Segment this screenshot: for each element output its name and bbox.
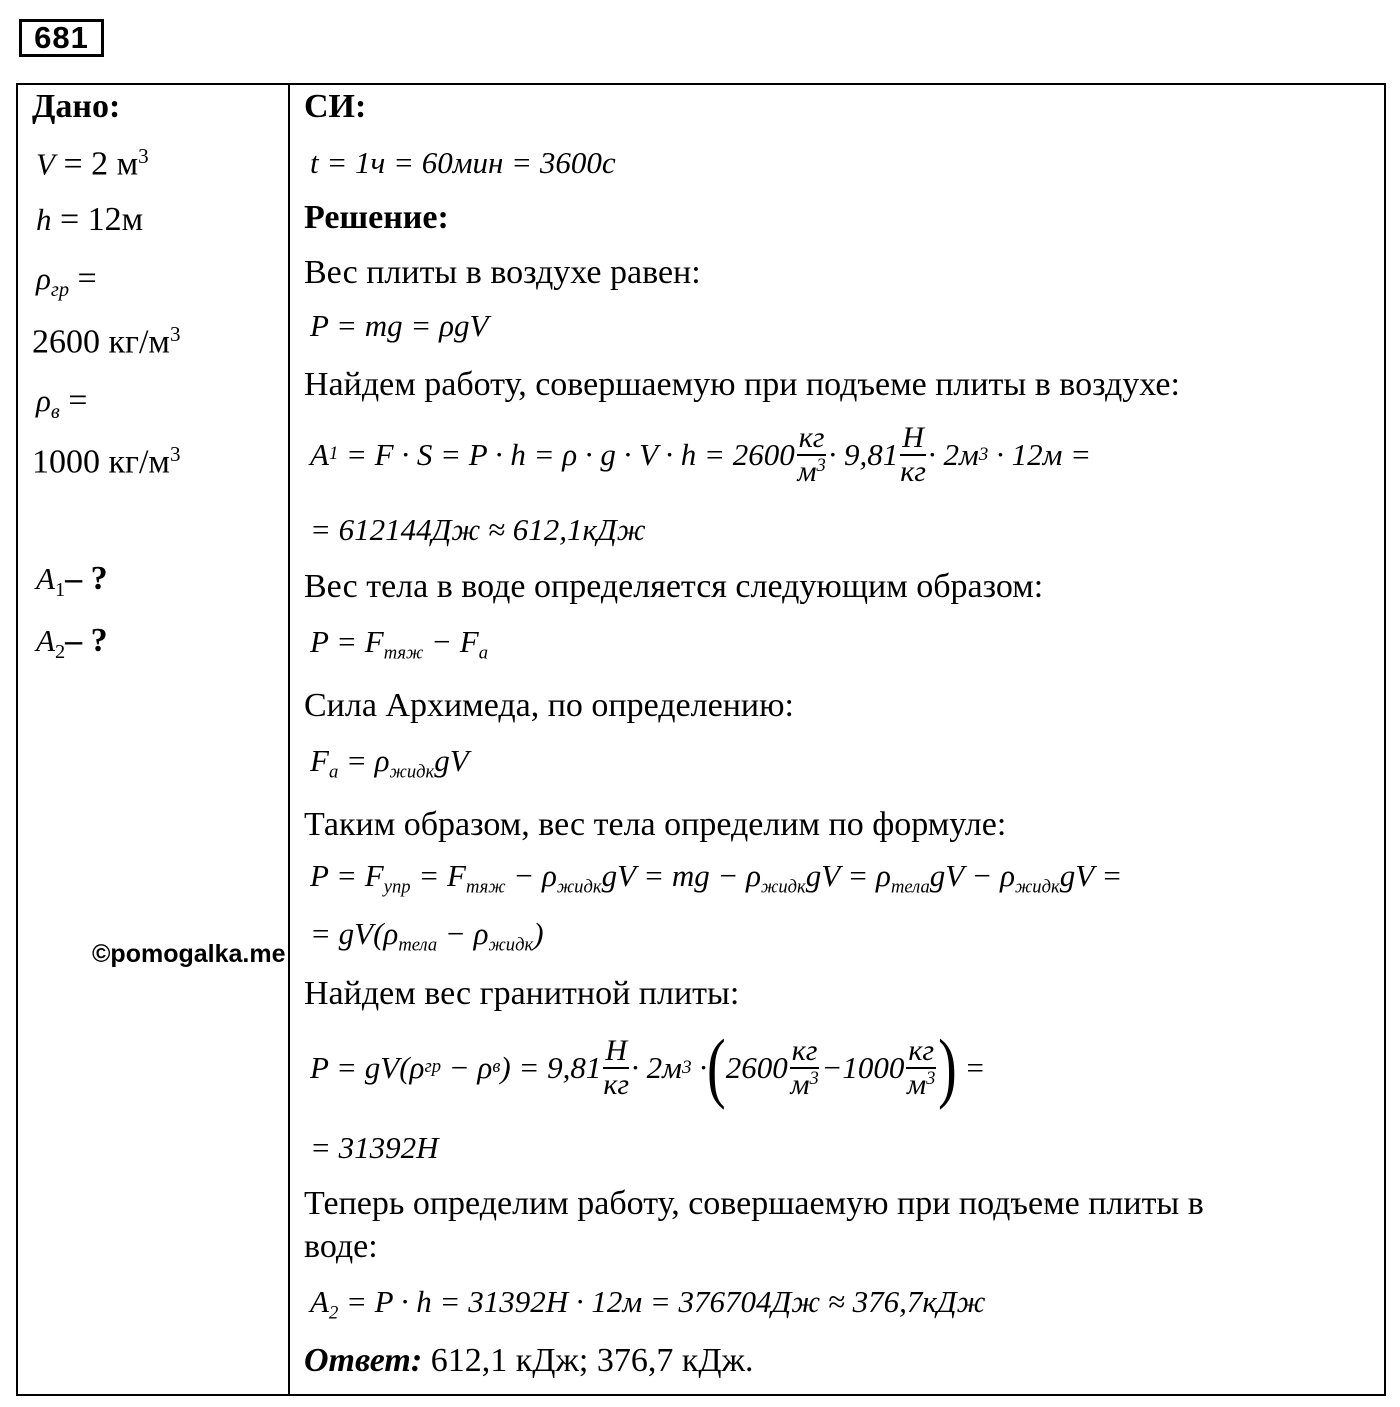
given-granite-density-value: 2600 $кг/м^3$ [32, 322, 181, 361]
formula-work-in-air: A 1 = F · S = P · h = ρ · g · V · h = 2600 $\frac{кг}{м^3}$ · 9,81 $\frac{Н}{кг}$ · 2м 3 · 12м = [310, 421, 1092, 488]
formula-weight-in-air: P = mg = ρgV [310, 308, 489, 343]
answer-label: Ответ: [304, 1342, 423, 1379]
given-height: h = 12м [36, 201, 144, 238]
text-weight-formula: Таким образом, вес тела определим по формуле: [304, 806, 1007, 843]
text-archimedes: Сила Архимеда, по определению: [304, 687, 794, 724]
formula-weight-expanded: $P = F_{упр} = F_{тяж} - \rho_{жидк}gV$ = mg − $\rho_{жидк}gV = \rho_{тела}gV - \rho_{жидк}gV$ = [310, 858, 1123, 898]
text-weight-in-water: Вес тела в воде определяется следующим образом: [304, 568, 1044, 605]
formula-archimedes: $F_a = \rho_{жидк}gV$ [310, 743, 469, 783]
formula-work-in-water: $A_2 = P \cdot h = 31392Н \cdot 12м = 376704Дж \approx 376,7кДж$ [310, 1284, 986, 1324]
si-time-conversion: t = 1ч = 60мин = 3600с [310, 145, 616, 180]
given-water-density-label: $\rho_в$ = [36, 382, 88, 424]
answer [304, 1344, 754, 1378]
formula-work-in-air-result: = 612144Дж ≈ 612,1кДж [310, 512, 646, 547]
unknown-a1: $A_1-$ ? [36, 560, 108, 602]
given-volume: V = 2 $м^3$ [36, 144, 149, 183]
unknown-a2: $A_2-$ ? [36, 622, 108, 664]
problem-number: 681 [19, 19, 104, 57]
text-weight-in-air: Вес плиты в воздухе равен: [304, 254, 701, 291]
formula-granite-weight: P = gV(ρ гр − ρ в ) = 9,81 $\frac{Н}{кг}$ · 2м 3 · ( 2600 $\frac{кг}{м^3}$ −1000 $\frac{кг}{м^3}$ ) = [310, 1024, 986, 1112]
formula-granite-weight-result: = 31392Н [310, 1130, 439, 1165]
formula-weight-in-water: $P = F_{тяж} - F_a$ [310, 624, 488, 664]
column-divider [288, 83, 290, 1396]
given-heading: Дано: [32, 88, 121, 125]
watermark: ©pomogalka.me [92, 940, 286, 968]
text-work-in-water-line2: воде: [304, 1228, 378, 1265]
given-water-density-value: 1000 $кг/м^3$ [32, 442, 181, 481]
given-granite-density-label: $\rho_{гр}$ = [36, 260, 97, 302]
answer-text: 612,1 кДж; 376,7 кДж. [422, 1342, 754, 1379]
formula-weight-factored: = $gV(\rho_{тела} - \rho_{жидк})$ [310, 916, 544, 956]
text-work-in-water-line1: Теперь определим работу, совершаемую при подъеме плиты в [304, 1185, 1204, 1222]
solution-heading: Решение: [304, 199, 449, 236]
si-heading: СИ: [304, 88, 367, 125]
text-granite-weight: Найдем вес гранитной плиты: [304, 975, 740, 1012]
text-work-in-air: Найдем работу, совершаемую при подъеме плиты в воздухе: [304, 366, 1180, 403]
